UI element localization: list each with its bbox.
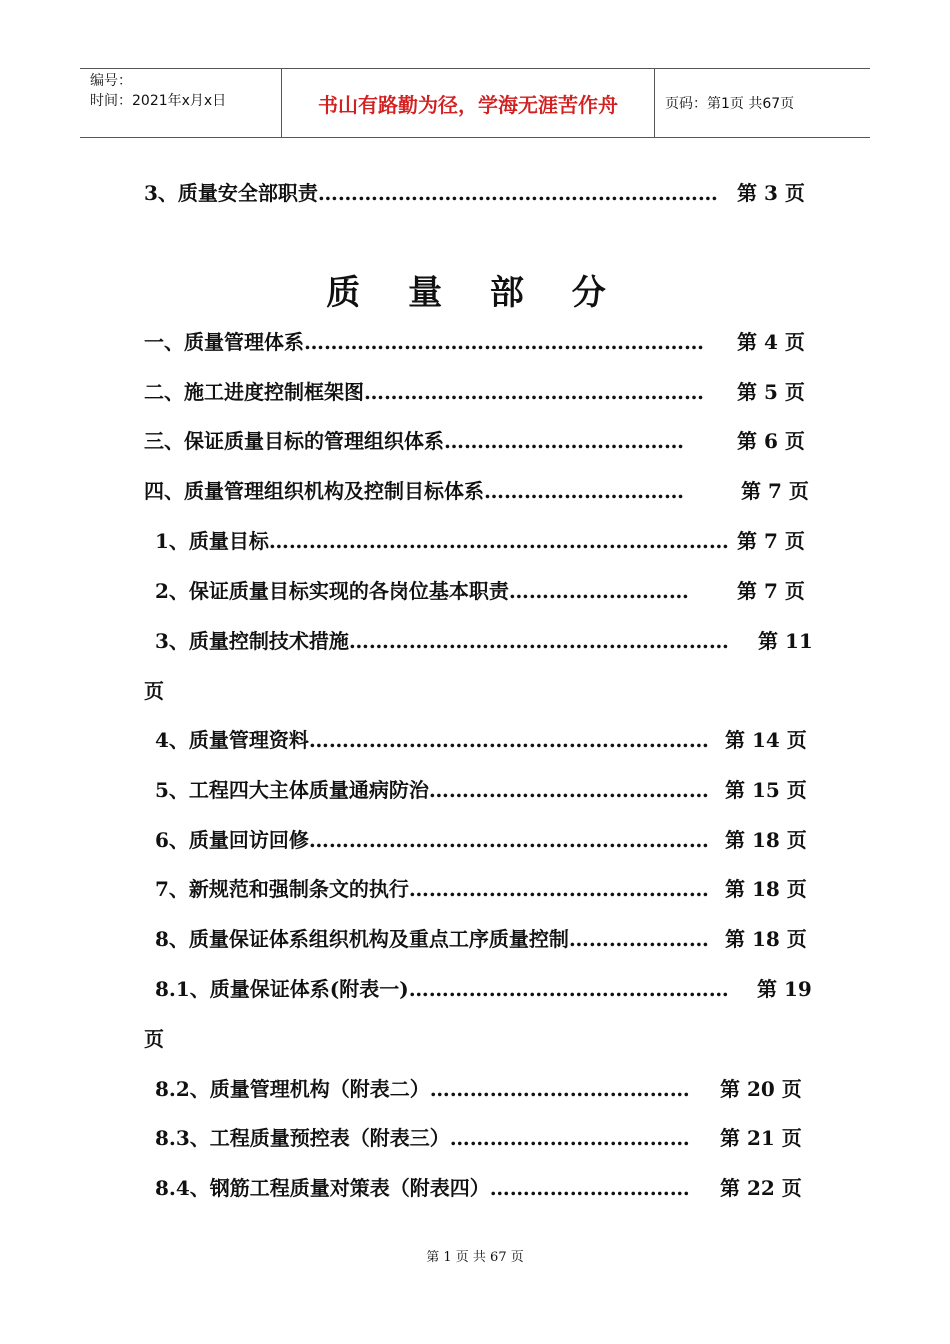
header-number: 编号：: [90, 73, 132, 89]
toc-entry: 二、施工进度控制框架图……………………………………………: [144, 380, 704, 404]
toc-page: 第 15 页: [725, 778, 807, 802]
header-page-info: 页码：第1页 共67页: [665, 96, 795, 112]
toc-entry: 一、质量管理体系……………………………………………………: [144, 330, 704, 354]
toc-page: 第 18 页: [725, 927, 807, 951]
toc-page: 第 21 页: [720, 1126, 802, 1150]
page-footer: 第 1 页 共 67 页: [426, 1250, 524, 1265]
toc-page: 第 22 页: [720, 1176, 802, 1200]
toc-page: 第 5 页: [737, 380, 805, 404]
toc-page: 第 19: [757, 977, 812, 1001]
toc-page: 第 14 页: [725, 728, 807, 752]
toc-entry: 1、质量目标……………………………………………………………: [155, 529, 729, 553]
toc-entry: 8.1、质量保证体系(附表一)…………………………………………: [155, 977, 729, 1001]
toc-page: 第 20 页: [720, 1077, 802, 1101]
toc-entry: 2、保证质量目标实现的各岗位基本职责………………………: [155, 579, 689, 603]
toc-entry: 4、质量管理资料……………………………………………………: [155, 728, 709, 752]
toc-entry: 8.4、钢筋工程质量对策表（附表四）…………………………: [155, 1176, 690, 1200]
toc-page: 第 7 页: [737, 579, 805, 603]
toc-page-continuation: 页: [144, 679, 164, 703]
toc-page: 第 7 页: [737, 529, 805, 553]
toc-entry: 8.2、质量管理机构（附表二）…………………………………: [155, 1077, 690, 1101]
toc-page: 第 18 页: [725, 877, 807, 901]
header-time: 时间：2021年x月x日: [90, 93, 227, 109]
toc-page: 第 7 页: [741, 479, 809, 503]
toc-entry: 三、保证质量目标的管理组织体系………………………………: [144, 429, 684, 453]
section-title: 质 量 部 分: [326, 273, 624, 313]
toc-page-continuation: 页: [144, 1027, 164, 1051]
toc-entry: 8、质量保证体系组织机构及重点工序质量控制…………………: [155, 927, 709, 951]
toc-entry: 7、新规范和强制条文的执行………………………………………: [155, 877, 709, 901]
toc-entry: 6、质量回访回修……………………………………………………: [155, 828, 709, 852]
toc-entry: 5、工程四大主体质量通病防治……………………………………: [155, 778, 709, 802]
toc-page: 第 6 页: [737, 429, 805, 453]
toc-entry: 四、质量管理组织机构及控制目标体系…………………………: [144, 479, 684, 503]
toc-page: 第 4 页: [737, 330, 805, 354]
toc-entry: 3、质量控制技术措施…………………………………………………: [155, 629, 729, 653]
toc-page: 第 3 页: [737, 181, 805, 205]
header-motto: 书山有路勤为径，学海无涯苦作舟: [282, 69, 655, 137]
toc-entry: 8.3、工程质量预控表（附表三）………………………………: [155, 1126, 690, 1150]
toc-page: 第 18 页: [725, 828, 807, 852]
toc-entry: 3、质量安全部职责……………………………………………………: [144, 181, 718, 205]
toc-page: 第 11: [758, 629, 813, 653]
